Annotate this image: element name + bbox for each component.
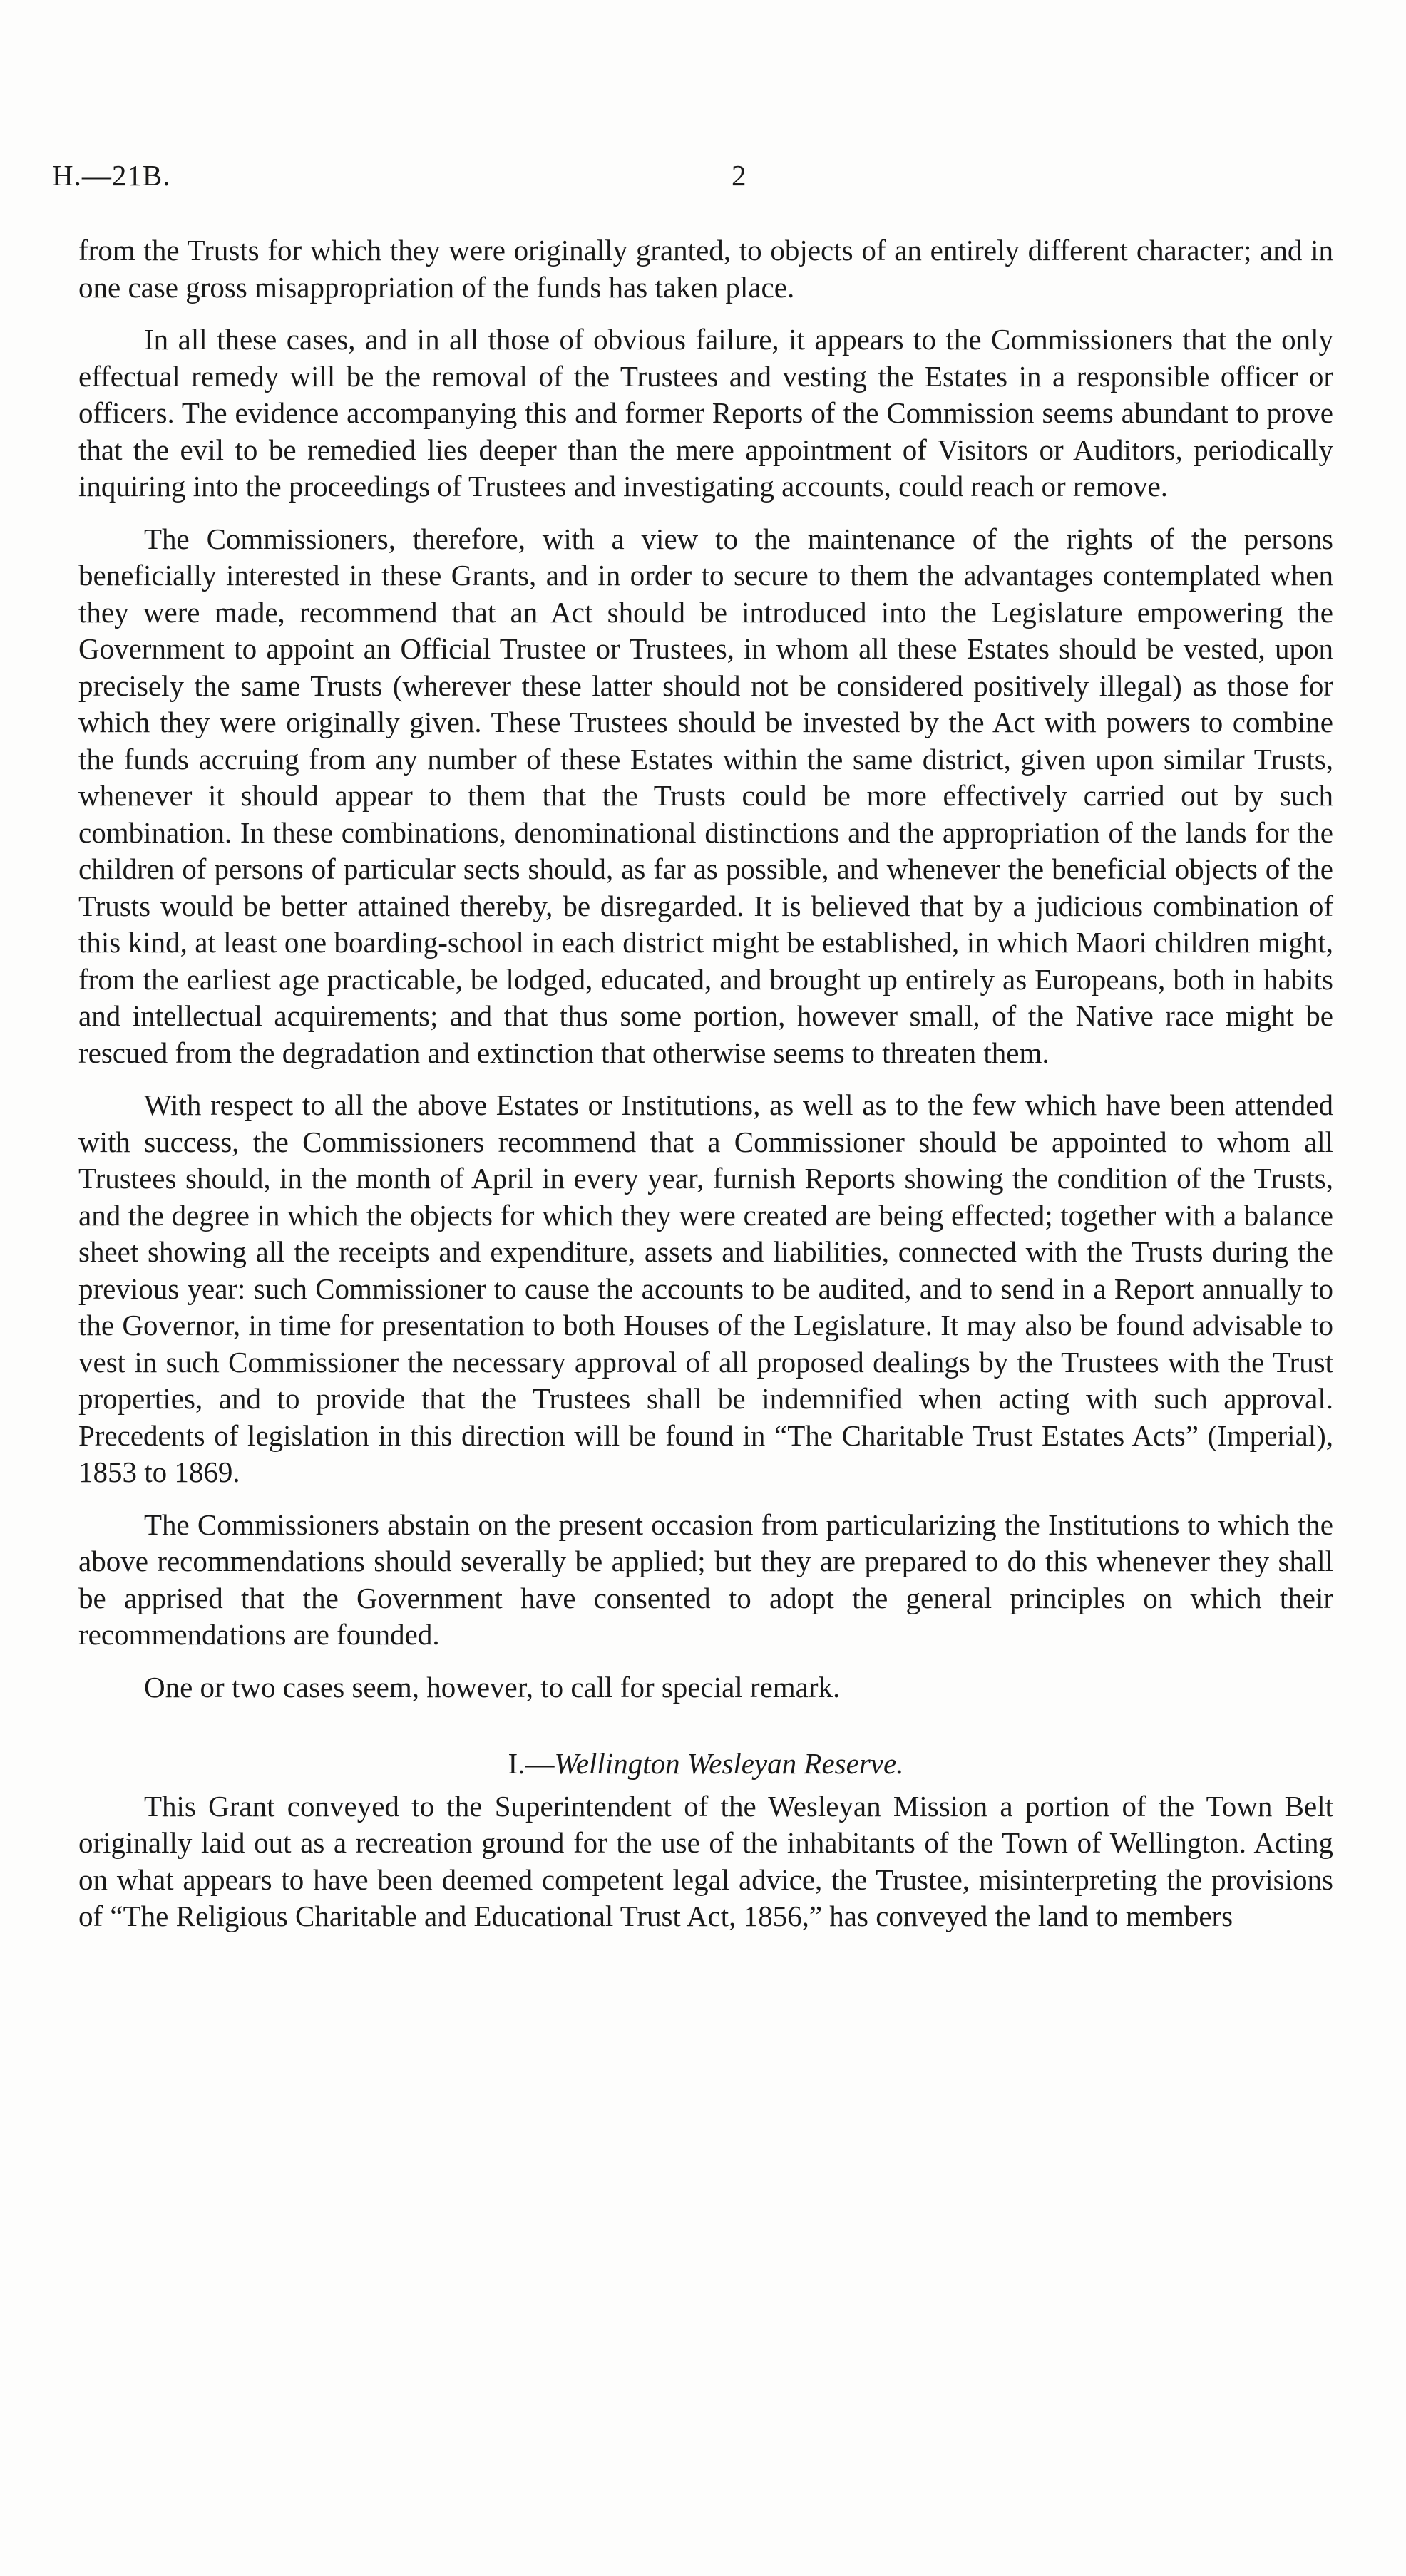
body-text [78, 232, 1333, 1951]
page-number: 2 [732, 159, 746, 192]
paragraph-recommendation: The Commissioners, therefore, with a view to the maintenance of the rights of the persons beneficially interested in these Grants, and in order to secure to them the advantages contemplated when they were made, recommend that an Act should be introduced into the Legislature empowering the Government to appoint an Official Trustee or Trustees, in whom all these Estates should be vested, upon precisely the same Trusts (wherever these latter should not be considered positively illegal) as those for which they were originally given. These Trustees should be invested by the Act with powers to combine the funds accruing from any number of these Estates within the same district, given upon similar Trusts, whenever it should appear to them that the Trusts could be more effectively carried out by such combination. In these combinations, denominational distinctions and the appropriation of the lands for the children of persons of particular sects should, as far as possible, and whenever the beneficial objects of the Trusts would be better attained thereby, be disregarded. It is believed that by a judicious combination of this kind, at least one boarding-school in each district might be established, in which Maori children might, from the earliest age practicable, be lodged, educated, and brought up entirely as Europeans, both in habits and intellectual acquirements; and that thus some portion, however small, of the Native race might be rescued from the degradation and extinction that otherwise seems to threaten them. [78, 522, 1333, 1069]
page-header [52, 158, 1357, 201]
paragraph-special-remark: One or two cases seem, however, to call for special remark. [144, 1670, 841, 1704]
section-title: Wellington Wesleyan Reserve. [554, 1747, 904, 1780]
paragraph-wellington: This Grant conveyed to the Superintendent of the Wesleyan Mission a portion of the Town Belt originally laid out as a recreation ground for the use of the inhabitants of the Town of Wellington. Acting on what appears to have been deemed competent legal advice, the Trustee, misinterpreting the provisions of “The Religious Charitable and Educational Trust Act, 1856,” has conveyed the land to members [78, 1789, 1333, 1932]
section-heading [78, 1746, 1333, 1783]
paragraph-continuation: from the Trusts for which they were originally granted, to objects of an entirely different character; and in one case gross misappropriation of the funds has taken place. [78, 234, 1333, 304]
paragraph-remedy: In all these cases, and in all those of obvious failure, it appears to the Commissioners that the only effectual remedy will be the removal of the Trustees and vesting the Estates in a responsible officer or officers. The evidence accompanying this and former Reports of the Commission seems abundant to prove that the evil to be remedied lies deeper than the mere appointment of Visitors or Auditors, periodically inquiring into the proceedings of Trustees and investigating accounts, could reach or remove. [78, 323, 1333, 503]
paragraph-commissioner: With respect to all the above Estates or Institutions, as well as to the few which have been attended with success, the Commissioners recommend that a Commissioner should be appointed to whom all Trustees should, in the month of April in every year, furnish Reports showing the condition of the Trusts, and the degree in which the objects for which they were created are being effected; together with a balance sheet showing all the receipts and expenditure, assets and liabilities, connected with the Trusts during the previous year: such Commissioner to cause the accounts to be audited, and to send in a Report annually to the Governor, in time for presentation to both Houses of the Legislature. It may also be found advisable to vest in such Commissioner the necessary approval of all proposed dealings by the Trustees with the Trust properties, and to provide that the Trustees shall be indemnified when acting with such approval. Precedents of legislation in this direction will be found in “The Charitable Trust Estates Acts” (Imperial), 1853 to 1869. [78, 1088, 1333, 1488]
paragraph-abstain: The Commissioners abstain on the present occasion from particularizing the Institutions to which the above recommendations should severally be applied; but they are prepared to do this whenever they shall be apprised that the Government have consented to adopt the general principles on which their recommendations are founded. [78, 1508, 1333, 1651]
section-number: I.— [508, 1747, 555, 1780]
document-reference: H.—21B. [52, 159, 171, 192]
